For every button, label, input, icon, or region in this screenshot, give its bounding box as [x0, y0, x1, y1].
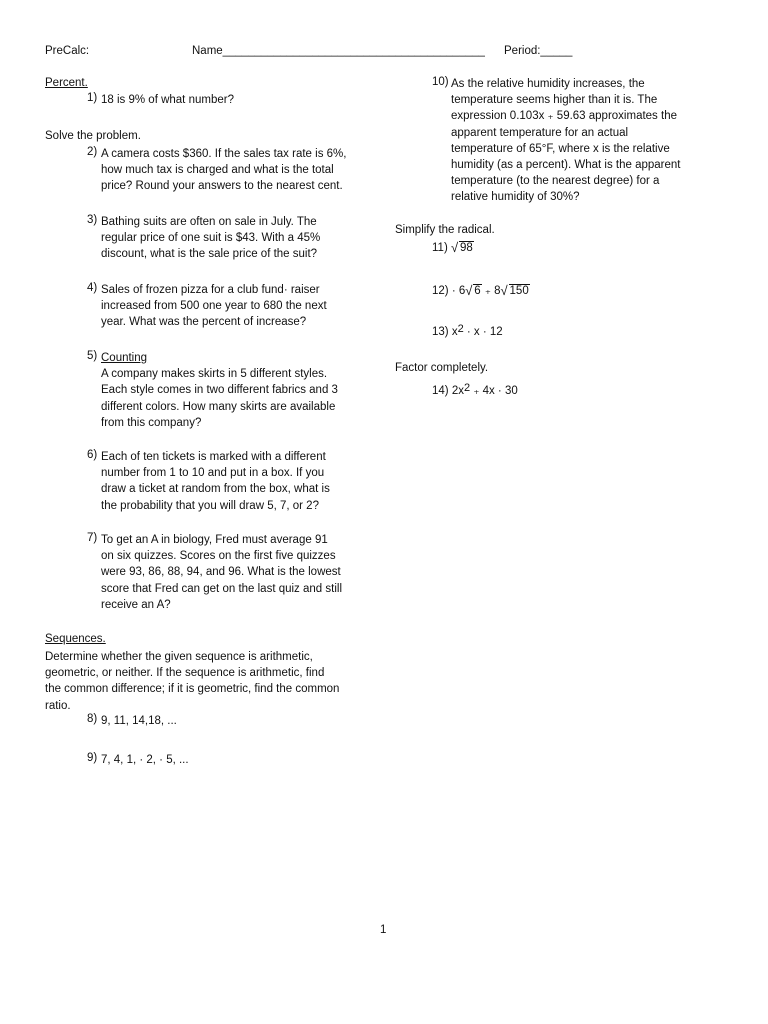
question-text: score that Fred can get on the last quiz and still: [101, 582, 342, 595]
question-number: 6): [87, 449, 98, 461]
exponent: 2: [457, 323, 464, 335]
instruction-line: geometric, or neither. If the sequence is arithmetic, find: [45, 667, 325, 680]
section-sequences: Sequences.: [45, 633, 106, 645]
radical: [465, 285, 481, 297]
question-text: 9, 11, 14,18, ...: [101, 715, 177, 727]
sequences-instructions: [45, 649, 339, 714]
instruction-line: ratio.: [45, 699, 71, 712]
question-text: expression 0.103x ₊ 59.63 approximates the: [451, 110, 677, 123]
exponent: 2: [463, 382, 471, 394]
question-number: 3): [87, 214, 98, 226]
radical-sign-icon: √: [450, 240, 459, 255]
question-text: A company makes skirts in 5 different styles.: [101, 368, 328, 381]
term: · x · 12: [466, 326, 503, 338]
question-number: 11): [432, 242, 448, 254]
question-12: [432, 283, 530, 297]
period-field: Period:_____: [504, 45, 573, 57]
question-text: price? Round your answers to the nearest cent.: [101, 180, 343, 193]
term: ₊ 8: [484, 285, 501, 297]
question-text: year. What was the percent of increase?: [101, 316, 307, 329]
radicand: 6: [474, 285, 481, 297]
question-number: 10): [432, 76, 449, 88]
question-number: 9): [87, 752, 98, 764]
course-label: PreCalc:: [45, 45, 90, 57]
radical: [451, 242, 474, 254]
question-text: receive an A?: [101, 598, 171, 611]
question-text: 7, 4, 1, · 2, · 5, ...: [101, 754, 189, 766]
question-text: temperature (to the nearest degree) for a: [451, 175, 660, 188]
radicand: 98: [459, 242, 473, 254]
question-text: 18 is 9% of what number?: [101, 94, 234, 106]
page-number: 1: [380, 924, 387, 936]
question-11: [432, 242, 474, 254]
question-text: Each style comes in two different fabrics and 3: [101, 384, 338, 397]
radicand: 150: [509, 285, 529, 297]
question-text: relative humidity of 30%?: [451, 191, 580, 204]
question-14: [432, 382, 518, 397]
question-number: 5): [87, 350, 98, 362]
term: · 6: [451, 285, 466, 297]
question-text: humidity (as a percent). What is the apparent: [451, 158, 681, 171]
section-percent: Percent.: [45, 77, 88, 89]
term: ₊ 4x · 30: [473, 385, 518, 397]
question-text: regular price of one suit is $43. With a 45%: [101, 232, 321, 245]
question-text: As the relative humidity increases, the: [451, 78, 645, 90]
question-text: apparent temperature for an actual: [451, 126, 629, 139]
question-number: 14): [432, 385, 449, 397]
question-heading: Counting: [101, 352, 148, 364]
instruction-line: the common difference; if it is geometric, find the common: [45, 683, 340, 696]
question-text: from this company?: [101, 416, 202, 429]
question-text: were 93, 86, 88, 94, and 96. What is the lowest: [101, 566, 341, 579]
instruction-line: Determine whether the given sequence is arithmetic,: [45, 651, 313, 663]
section-simplify: Simplify the radical.: [395, 224, 495, 236]
question-text: To get an A in biology, Fred must average 91: [101, 534, 328, 546]
question-text: how much tax is charged and what is the total: [101, 164, 334, 177]
question-text: different colors. How many skirts are available: [101, 400, 336, 413]
question-text: Sales of frozen pizza for a club fund· raiser: [101, 284, 320, 296]
question-number: 12): [432, 285, 449, 297]
radical: [501, 285, 530, 297]
term: 2x: [451, 385, 464, 397]
question-text: increased from 500 one year to 680 the next: [101, 300, 327, 313]
question-text: Each of ten tickets is marked with a different: [101, 451, 326, 463]
question-text: on six quizzes. Scores on the first five quizzes: [101, 550, 336, 563]
term: x: [451, 326, 458, 338]
question-number: 4): [87, 282, 98, 294]
section-solve: Solve the problem.: [45, 130, 141, 142]
section-factor: Factor completely.: [395, 362, 489, 374]
question-text: the probability that you will draw 5, 7, or 2?: [101, 499, 319, 512]
question-text: Bathing suits are often on sale in July. The: [101, 216, 317, 228]
question-number: 13): [432, 326, 449, 338]
question-text: temperature of 65°F, where x is the relative: [451, 142, 670, 155]
radical-sign-icon: √: [500, 283, 508, 298]
radical-sign-icon: √: [465, 283, 473, 298]
question-number: 7): [87, 532, 98, 544]
question-text: A camera costs $360. If the sales tax rate is 6%,: [101, 148, 347, 160]
question-13: [432, 323, 503, 338]
name-field: Name_________________________________________: [192, 45, 485, 57]
question-number: 1): [87, 92, 98, 104]
question-text: number from 1 to 10 and put in a box. If you: [101, 467, 325, 480]
question-number: 2): [87, 146, 98, 158]
question-number: 8): [87, 713, 98, 725]
question-text: draw a ticket at random from the box, what is: [101, 483, 330, 496]
question-text: temperature seems higher than it is. The: [451, 94, 658, 107]
question-text: discount, what is the sale price of the suit?: [101, 248, 318, 261]
